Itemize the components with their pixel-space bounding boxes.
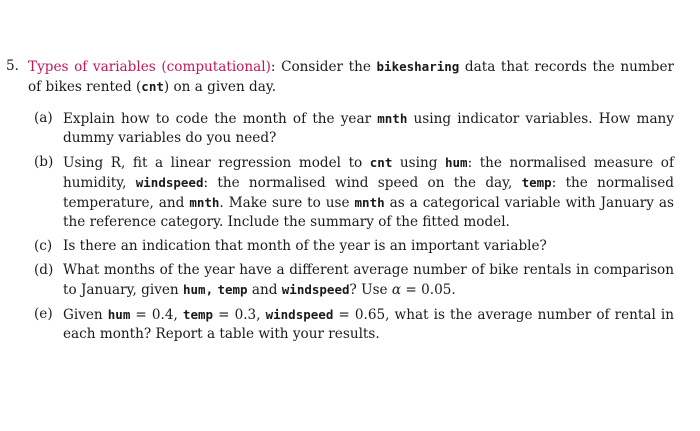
- code-mnth: mnth: [189, 195, 220, 210]
- code-bikesharing: bikesharing: [376, 59, 460, 74]
- code-temp: temp: [217, 282, 248, 297]
- code-hum: hum: [444, 155, 468, 170]
- code-windspeed: windspeed: [135, 175, 204, 190]
- question-title: Types of variables (computational): [28, 59, 271, 75]
- intro-text: ) on a given day.: [163, 79, 277, 95]
- alpha-symbol: α: [391, 282, 402, 298]
- part-text: = 0.65, what is the average number of rental in each month? Report a table with your results.: [63, 307, 675, 342]
- part-text: : the normalised wind speed on the day,: [203, 175, 522, 191]
- part-text: Explain how to code the month of the year: [63, 111, 378, 127]
- part-text: Is there an indication that month of the year is an important variable?: [63, 238, 547, 254]
- part-text: using indicator variables. How many dummy variables do you need?: [63, 111, 674, 146]
- part-text: What months of the year have a different average number of bike rentals in comparison to January, given: [63, 262, 674, 298]
- part-b: [28, 153, 674, 232]
- part-a: [28, 109, 674, 148]
- code-cnt: cnt: [141, 79, 164, 94]
- part-label: (a): [34, 110, 53, 126]
- part-e: [28, 305, 674, 344]
- code-windspeed: windspeed: [265, 307, 334, 322]
- part-d: [28, 261, 674, 300]
- question-parts: [28, 109, 674, 344]
- code-cnt: cnt: [369, 155, 393, 170]
- part-c: [28, 237, 674, 256]
- part-text: as a categorical variable with January as the reference category. Include the summary of the fitted model.: [63, 195, 674, 230]
- code-temp: temp: [182, 307, 214, 322]
- part-label: (d): [34, 262, 54, 278]
- part-text: ? Use: [349, 282, 392, 298]
- part-label: (c): [34, 238, 53, 254]
- question-intro: [28, 57, 674, 97]
- code-hum: hum,: [183, 282, 214, 297]
- part-text: : the normalised measure of humidity,: [63, 155, 674, 191]
- part-text: Using R, fit a linear regression model to: [63, 155, 370, 171]
- part-text: and: [247, 282, 282, 298]
- intro-text: : Consider the: [270, 59, 377, 75]
- part-label: (e): [34, 306, 53, 322]
- part-text: = 0.3,: [213, 307, 266, 323]
- question-number: 5.: [6, 58, 19, 74]
- part-label: (b): [34, 154, 54, 170]
- intro-text: data that records the number of bikes rented (: [28, 59, 675, 95]
- part-text: . Make sure to use: [219, 195, 355, 211]
- code-temp: temp: [521, 175, 552, 190]
- part-text: Given: [63, 307, 108, 323]
- code-mnth: mnth: [377, 111, 408, 126]
- part-text: : the normalised temperature, and: [63, 175, 674, 211]
- code-hum: hum: [107, 307, 131, 322]
- code-windspeed: windspeed: [281, 282, 350, 297]
- question-5: [6, 57, 674, 349]
- part-text: = 0.4,: [130, 307, 183, 323]
- part-text: = 0.05.: [401, 282, 456, 298]
- part-text: using: [392, 155, 445, 171]
- code-mnth: mnth: [354, 195, 385, 210]
